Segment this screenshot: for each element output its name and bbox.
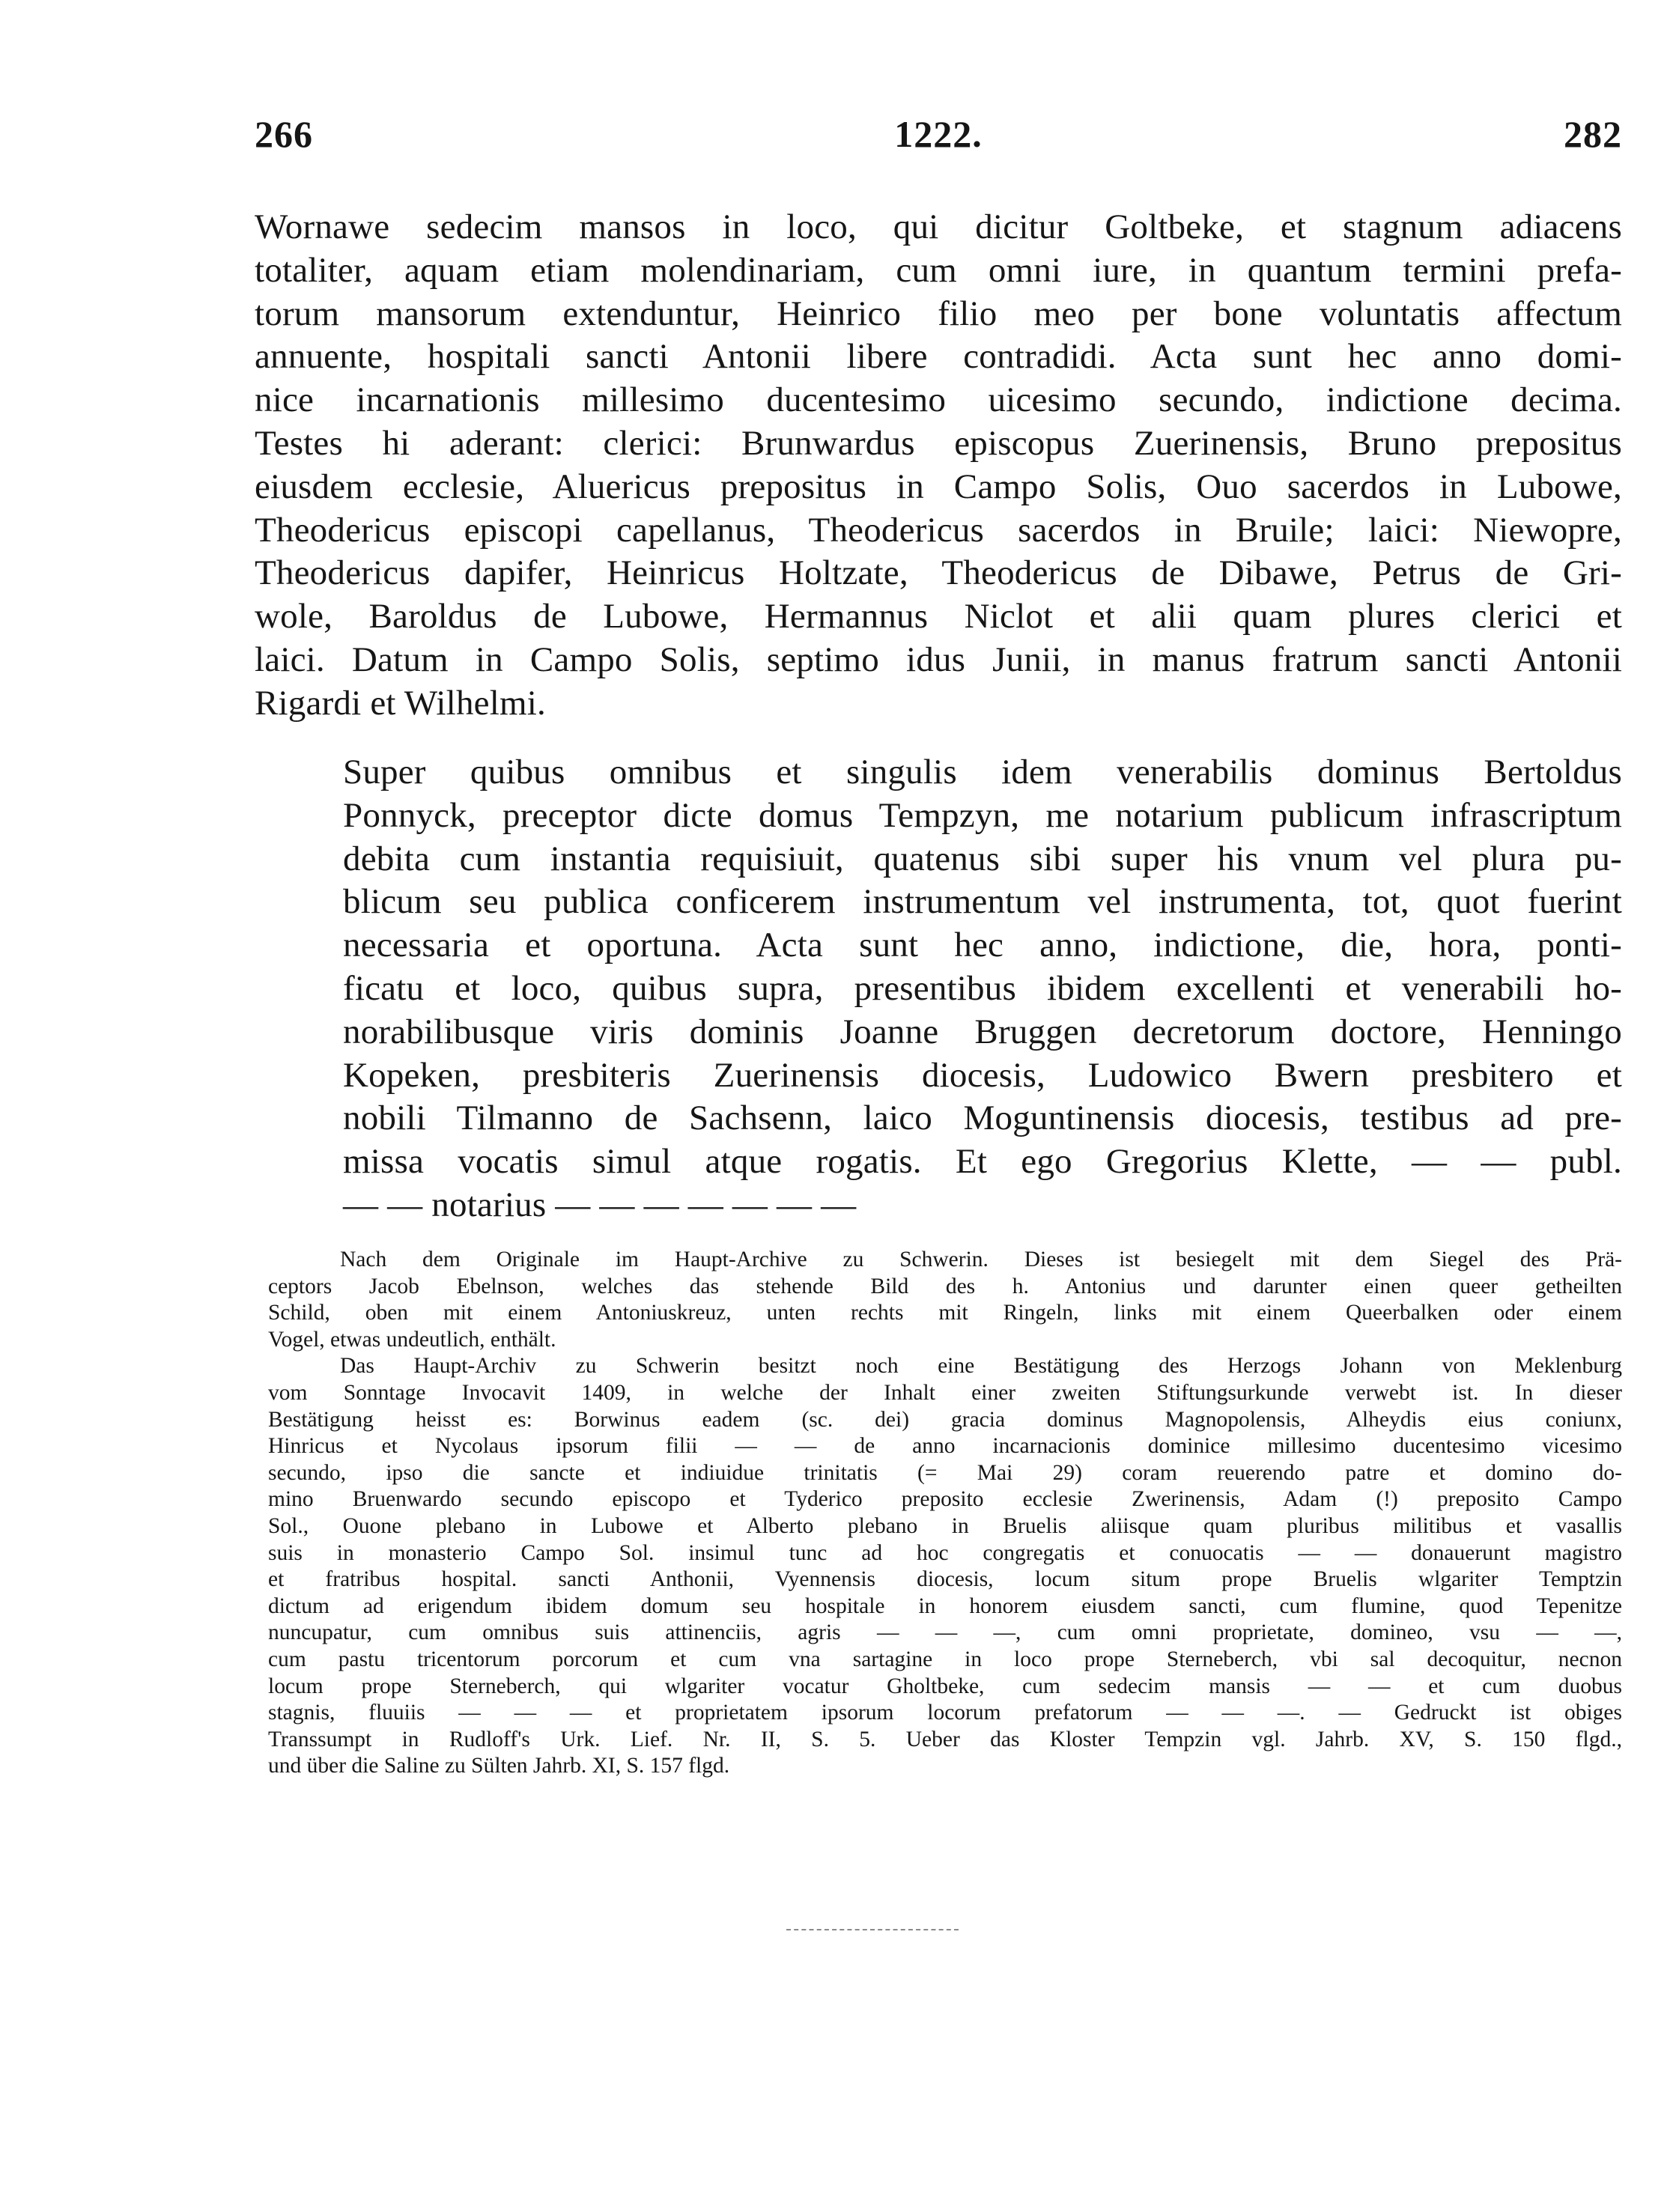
- text-line: norabilibusque viris dominis Joanne Bruggen decretorum doctore, Henningo: [343, 1012, 1622, 1051]
- text-line: ficatu et loco, quibus supra, presentibus ibidem excellenti et venerabili ho-: [343, 968, 1622, 1008]
- note-line: Bestätigung heisst es: Borwinus eadem (sc. dei) gracia dominus Magnopolensis, Alheydis eius coniunx,: [268, 1407, 1622, 1432]
- text-line: Rigardi et Wilhelmi.: [255, 683, 546, 723]
- closing-rule: [786, 1929, 959, 1930]
- note-line: Schild, oben mit einem Antoniuskreuz, unten rechts mit Ringeln, links mit einem Queerbalken oder einem: [268, 1301, 1622, 1325]
- text-line: Super quibus omnibus et singulis idem venerabilis dominus Bertoldus: [343, 753, 1622, 791]
- text-line: Wornawe sedecim mansos in loco, qui dicitur Goltbeke, et stagnum adiacens: [255, 207, 1622, 246]
- footnotes: [268, 1247, 1622, 1780]
- text-line: Kopeken, presbiteris Zuerinensis diocesis, Ludowico Bwern presbitero et: [343, 1055, 1622, 1095]
- text-line: blicum seu publica conficerem instrumentum vel instrumenta, tot, quot fuerint: [343, 882, 1622, 922]
- text-line: totaliter, aquam etiam molendinariam, cum omni iure, in quantum termini prefa-: [255, 250, 1622, 290]
- main-paragraph-1: [255, 206, 1622, 726]
- note-line: et fratribus hospital. sancti Anthonii, Vyennensis diocesis, locum situm prope Bruelis wlgariter Temptzin: [268, 1567, 1622, 1592]
- page-header: [255, 112, 1622, 165]
- note-line: mino Bruenwardo secundo episcopo et Tyderico preposito ecclesie Zwerinensis, Adam (!) preposito Campo: [268, 1487, 1622, 1512]
- note-line: locum prope Sterneberch, qui wlgariter vocatur Gholtbeke, cum sedecim mansis — — et cum duobus: [268, 1674, 1622, 1698]
- text-line: wole, Baroldus de Lubowe, Hermannus Niclot et alii quam plures clerici et: [255, 597, 1622, 636]
- note-line: Nach dem Originale im Haupt-Archive zu Schwerin. Dieses ist besiegelt mit dem Siegel des Prä-: [340, 1248, 1622, 1271]
- text-line: Theodericus episcopi capellanus, Theodericus sacerdos in Bruile; laici: Niewopre,: [255, 510, 1622, 550]
- note-line: und über die Saline zu Sülten Jahrb. XI, S. 157 flgd.: [268, 1754, 730, 1778]
- text-line: — — notarius — — — — — — —: [343, 1185, 857, 1224]
- note-line: Sol., Ouone plebano in Lubowe et Alberto plebano in Bruelis aliisque quam pluribus militibus et vasallis: [268, 1513, 1622, 1538]
- text-line: annuente, hospitali sancti Antonii libere contradidi. Acta sunt hec anno domi-: [255, 337, 1622, 377]
- text-line: torum mansorum extenduntur, Heinrico filio meo per bone voluntatis affectum: [255, 294, 1622, 333]
- text-line: laici. Datum in Campo Solis, septimo idus Junii, in manus fratrum sancti Antonii: [255, 639, 1622, 679]
- text-line: Theodericus dapifer, Heinricus Holtzate, Theodericus de Dibawe, Petrus de Gri-: [255, 553, 1622, 593]
- note-line: nuncupatur, cum omnibus suis attinenciis, agris — — —, cum omni proprietate, domineo, vsu — —,: [268, 1620, 1622, 1645]
- note-line: Das Haupt-Archiv zu Schwerin besitzt noch eine Bestätigung des Herzogs Johann von Meklenburg: [340, 1354, 1622, 1379]
- text-line: eiusdem ecclesie, Aluericus prepositus in Campo Solis, Ouo sacerdos in Lubowe,: [255, 467, 1622, 506]
- page-number-left: 266: [255, 113, 313, 155]
- note-line: Hinricus et Nycolaus ipsorum filii — — de anno incarnacionis dominice millesimo ducentesimo vicesimo: [268, 1434, 1622, 1459]
- note-line: Vogel, etwas undeutlich, enthält.: [268, 1327, 556, 1352]
- note-line: vom Sonntage Invocavit 1409, in welche der Inhalt einer zweiten Stiftungsurkunde verwebt ist. In dieser: [268, 1380, 1622, 1405]
- text-line: nobili Tilmanno de Sachsenn, laico Moguntinensis diocesis, testibus ad pre-: [343, 1099, 1622, 1138]
- note-line: Transsumpt in Rudloff's Urk. Lief. Nr. II, S. 5. Ueber das Kloster Tempzin vgl. Jahrb. XV, S. 150 flgd.,: [268, 1727, 1622, 1751]
- text-line: debita cum instantia requisiuit, quatenus sibi super his vnum vel plura pu-: [343, 839, 1622, 878]
- note-line: cum pastu tricentorum porcorum et cum vna sartagine in loco prope Sterneberch, vbi sal decoquitur, necnon: [268, 1647, 1622, 1671]
- text-line: Ponnyck, preceptor dicte domus Tempzyn, me notarium publicum infrascriptum: [343, 795, 1622, 835]
- year-heading: 1222.: [894, 113, 983, 155]
- document-number-right: 282: [1564, 113, 1622, 155]
- text-line: Testes hi aderant: clerici: Brunwardus episcopus Zuerinensis, Bruno prepositus: [255, 423, 1622, 463]
- note-line: ceptors Jacob Ebelnson, welches das stehende Bild des h. Antonius und darunter einen queer getheilten: [268, 1274, 1622, 1298]
- footnote-2: [268, 1353, 1622, 1780]
- note-line: dictum ad erigendum ibidem domum seu hospitale in honorem eiusdem sancti, cum flumine, quod Tepenitze: [268, 1593, 1622, 1618]
- text-line: missa vocatis simul atque rogatis. Et ego Gregorius Klette, — — publ.: [343, 1142, 1622, 1182]
- text-line: necessaria et oportuna. Acta sunt hec anno, indictione, die, hora, ponti-: [343, 926, 1622, 965]
- text-line: nice incarnationis millesimo ducentesimo uicesimo secundo, indictione decima.: [255, 380, 1622, 420]
- note-line: suis in monasterio Campo Sol. insimul tunc ad hoc congregatis et conuocatis — — donauerunt magistro: [268, 1540, 1622, 1565]
- main-paragraph-2: [343, 751, 1622, 1227]
- note-line: secundo, ipso die sancte et indiuidue trinitatis (= Mai 29) coram reuerendo patre et domino do-: [268, 1460, 1622, 1485]
- note-line: stagnis, fluuiis — — — et proprietatem ipsorum locorum prefatorum — — —. — Gedruckt ist obiges: [268, 1701, 1622, 1725]
- footnote-1: [268, 1247, 1622, 1353]
